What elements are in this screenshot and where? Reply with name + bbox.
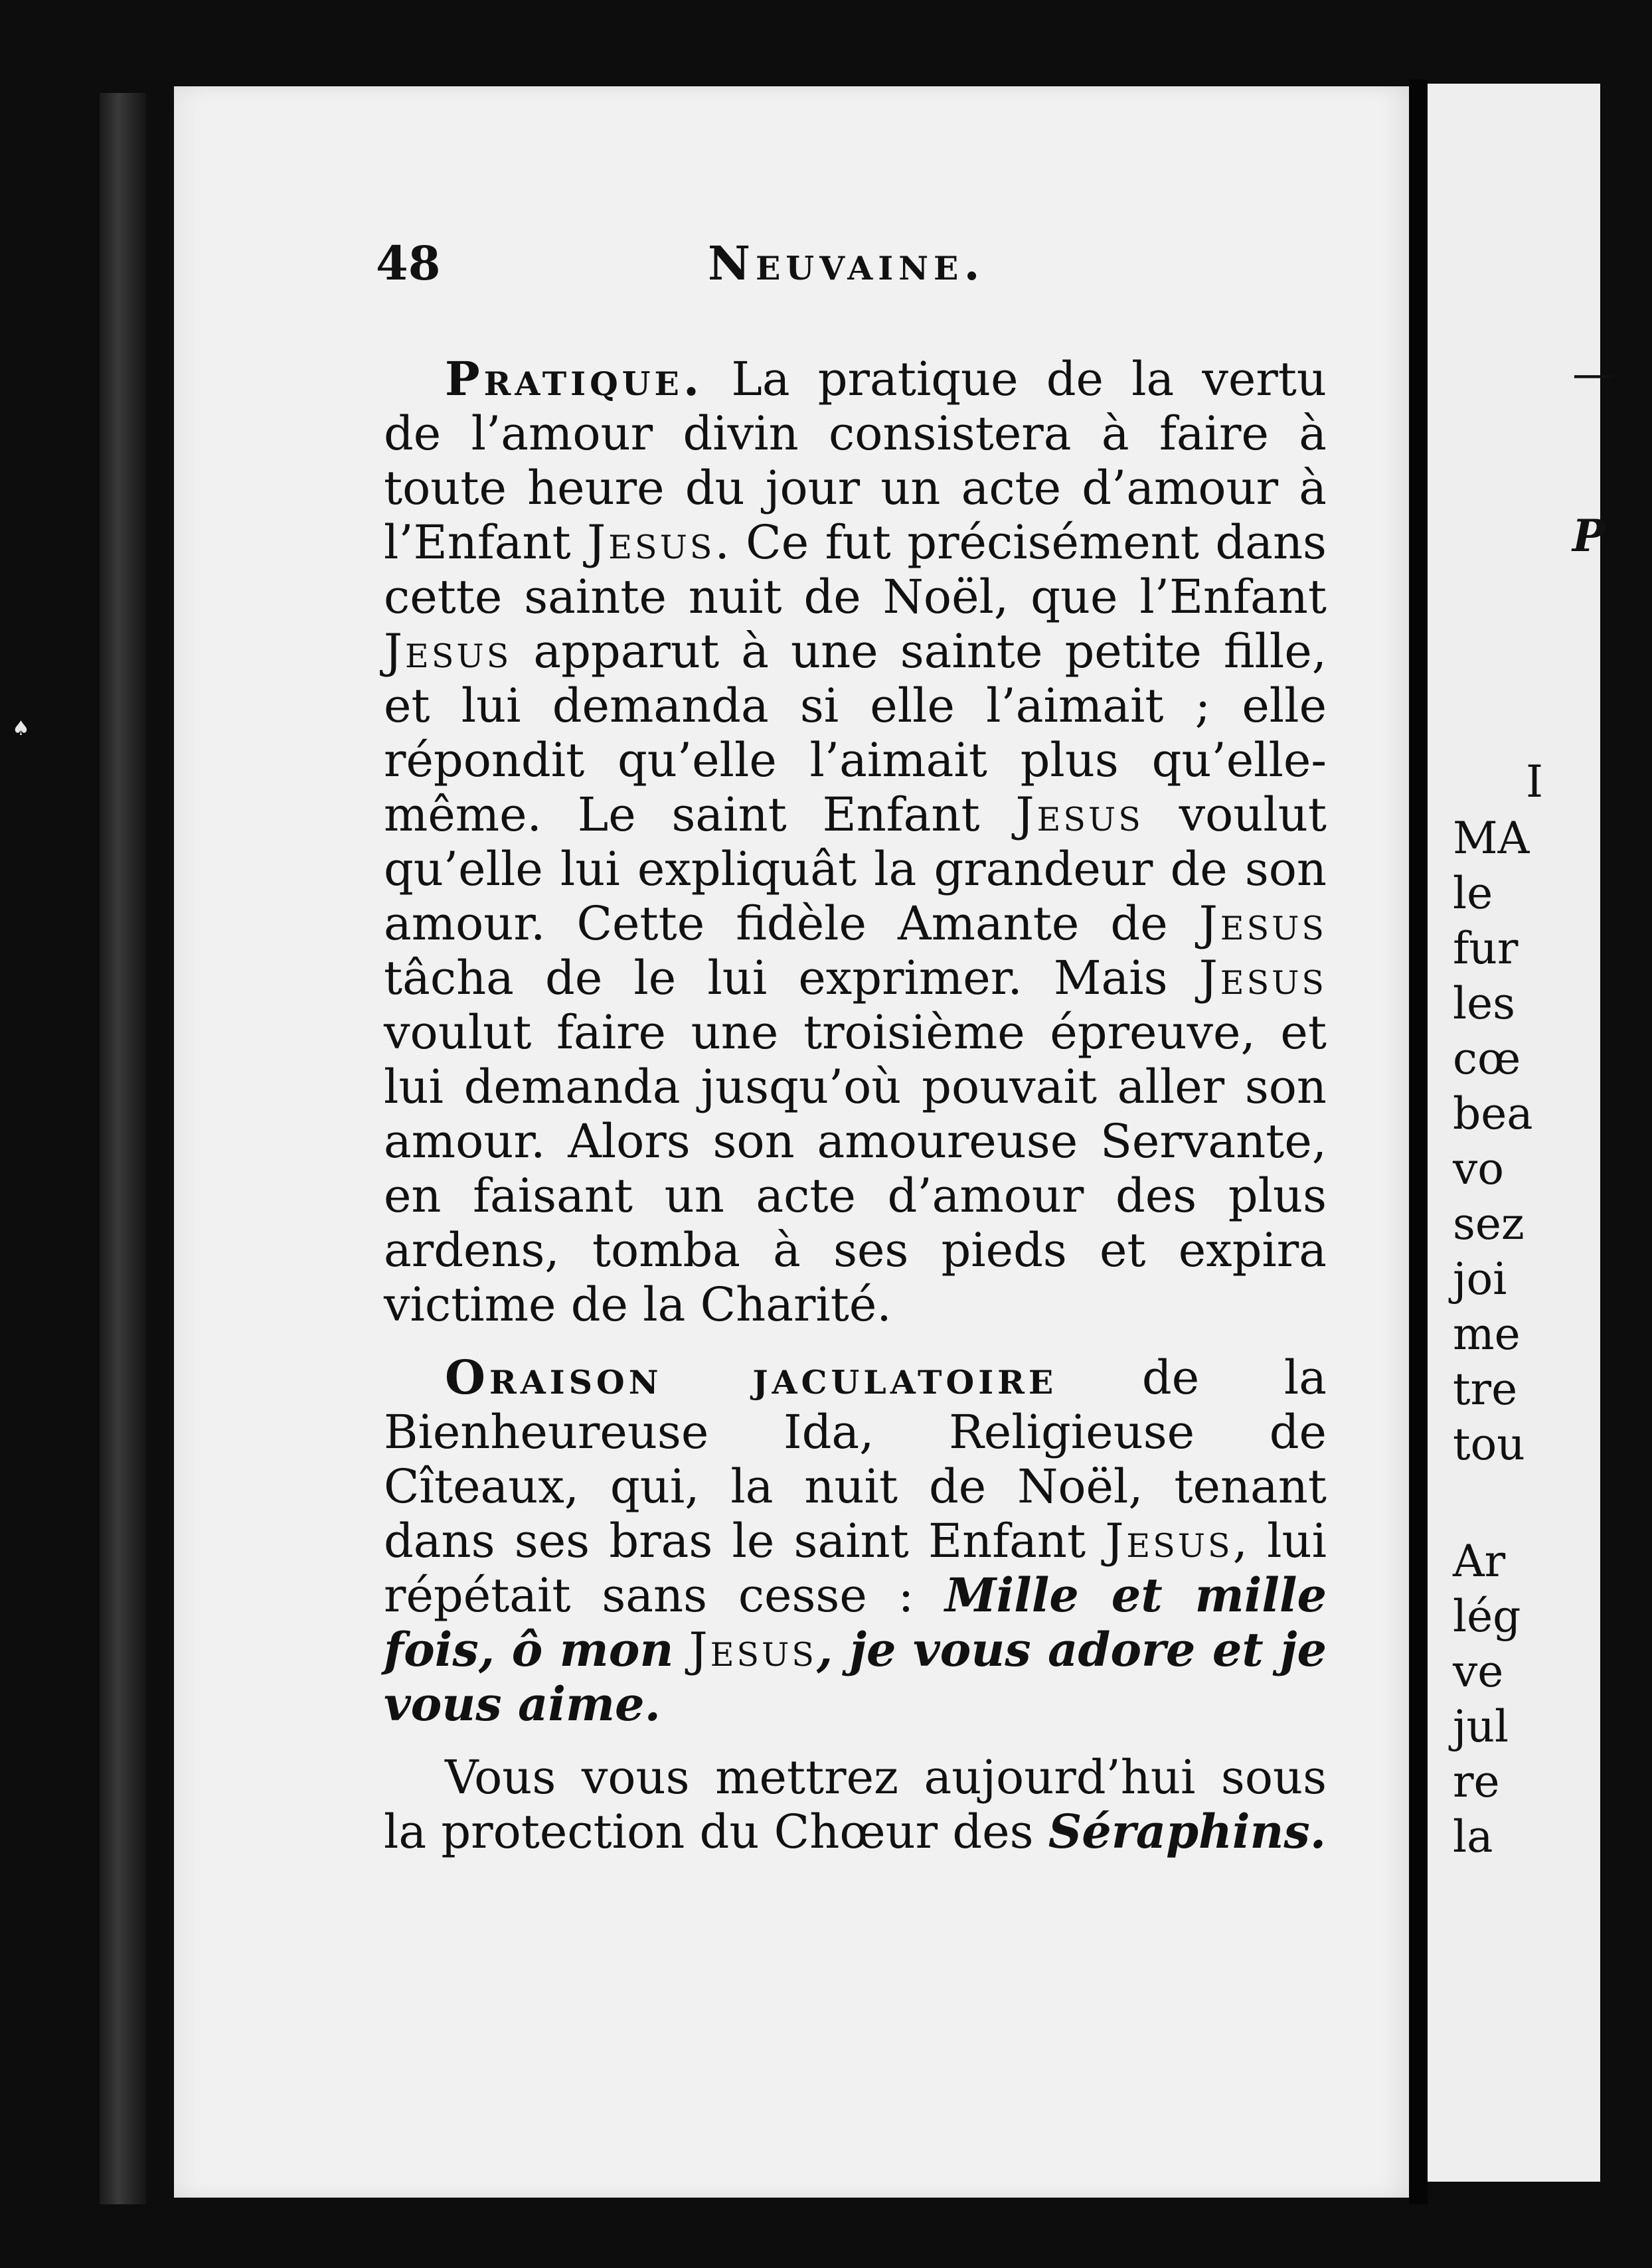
right-page-fragment: lég — [1453, 1591, 1521, 1642]
body-text: Vous vous mettrez aujourd’hui sous la protection du Chœur des — [384, 1750, 1327, 1859]
running-title: Neuvaine. — [708, 236, 985, 291]
right-page-fragment: sez — [1453, 1198, 1525, 1250]
name-jesus: Jesus — [1105, 1514, 1233, 1568]
right-page-fragment: P — [1572, 510, 1606, 562]
name-jesus: Jesus — [689, 1623, 817, 1677]
body-text: , lui répétait sans cesse : — [384, 1514, 1327, 1623]
paragraph-lead: Pratique. — [445, 351, 704, 406]
right-page-fragment: tre — [1453, 1364, 1518, 1415]
page-gutter — [1409, 80, 1428, 2204]
right-page-fragment: MA — [1453, 813, 1530, 864]
right-page-fragment: bea — [1453, 1088, 1533, 1139]
name-jesus: Jesus — [1015, 787, 1143, 842]
name-jesus: Jesus — [1198, 896, 1327, 951]
right-page-fragment: I — [1526, 756, 1544, 807]
body-text: . Ce fut précisément dans cette sainte nuit de Noël, que l’Enfant — [384, 515, 1327, 624]
body-text: voulut qu’elle lui expliquât la grandeur de son amour. Cette fidèle Amante de — [384, 787, 1327, 951]
right-page-fragment: me — [1453, 1309, 1521, 1360]
name-jesus: Jesus — [1198, 951, 1327, 1005]
spine-mark: ♠ — [12, 717, 30, 740]
right-page-fragment: vo — [1453, 1143, 1505, 1194]
right-page-fragment: Ar — [1453, 1536, 1506, 1587]
right-page-fragment: re — [1453, 1756, 1500, 1807]
right-page-fragment: — — [1572, 348, 1616, 399]
right-page-fragment: jul — [1453, 1701, 1509, 1752]
right-page-fragment: ve — [1453, 1646, 1504, 1697]
page-body — [384, 352, 1327, 1878]
body-text: voulut faire une troisième épreuve, et lui demanda jusqu’où pouvait aller son amour. Alors son amoureuse Servante, en faisant un acte d’amour des plus ardens, tomba à ses pieds et expira victime de la Charité. — [384, 1005, 1327, 1332]
paragraph-pratique — [384, 352, 1327, 1332]
right-page-fragment: le — [1453, 868, 1493, 919]
italic-seraphins: Séraphins. — [1048, 1804, 1327, 1859]
italic-prayer: Mille et mille fois, ô mon — [384, 1568, 1327, 1677]
name-jesus: Jesus — [384, 624, 512, 679]
right-page — [1428, 84, 1616, 2182]
right-page-fragment: la — [1453, 1811, 1493, 1862]
name-jesus: Jesus — [587, 515, 715, 570]
body-text: apparut à une sainte petite fille, et lui demanda si elle l’aimait ; elle répondit qu’elle l’aimait plus qu’elle-même. Le saint Enfant — [384, 624, 1327, 842]
body-text: tâcha de le lui exprimer. Mais — [384, 951, 1199, 1005]
right-page-fragment: les — [1453, 978, 1516, 1029]
page-number: 48 — [376, 236, 441, 291]
right-page-fragment: cœ — [1453, 1033, 1521, 1084]
paragraph-closing — [384, 1750, 1327, 1859]
right-page-fragment: tou — [1453, 1419, 1525, 1470]
right-page-fragment: joi — [1453, 1254, 1507, 1305]
paragraph-lead: Oraison jaculatoire — [445, 1350, 1058, 1405]
paragraph-oraison — [384, 1350, 1327, 1732]
italic-prayer: , je vous adore et je vous aime. — [384, 1622, 1327, 1732]
right-page-fragment: fur — [1453, 923, 1519, 974]
body-text: La pratique de la vertu de l’amour divin consistera à faire à toute heure du jour un acte d’amour à l’Enfant — [384, 352, 1327, 570]
book-binding — [100, 93, 146, 2204]
body-text: de la Bienheureuse Ida, Religieuse de Cîteaux, qui, la nuit de Noël, tenant dans ses bras le saint Enfant — [384, 1350, 1327, 1568]
page-header — [376, 236, 1339, 295]
